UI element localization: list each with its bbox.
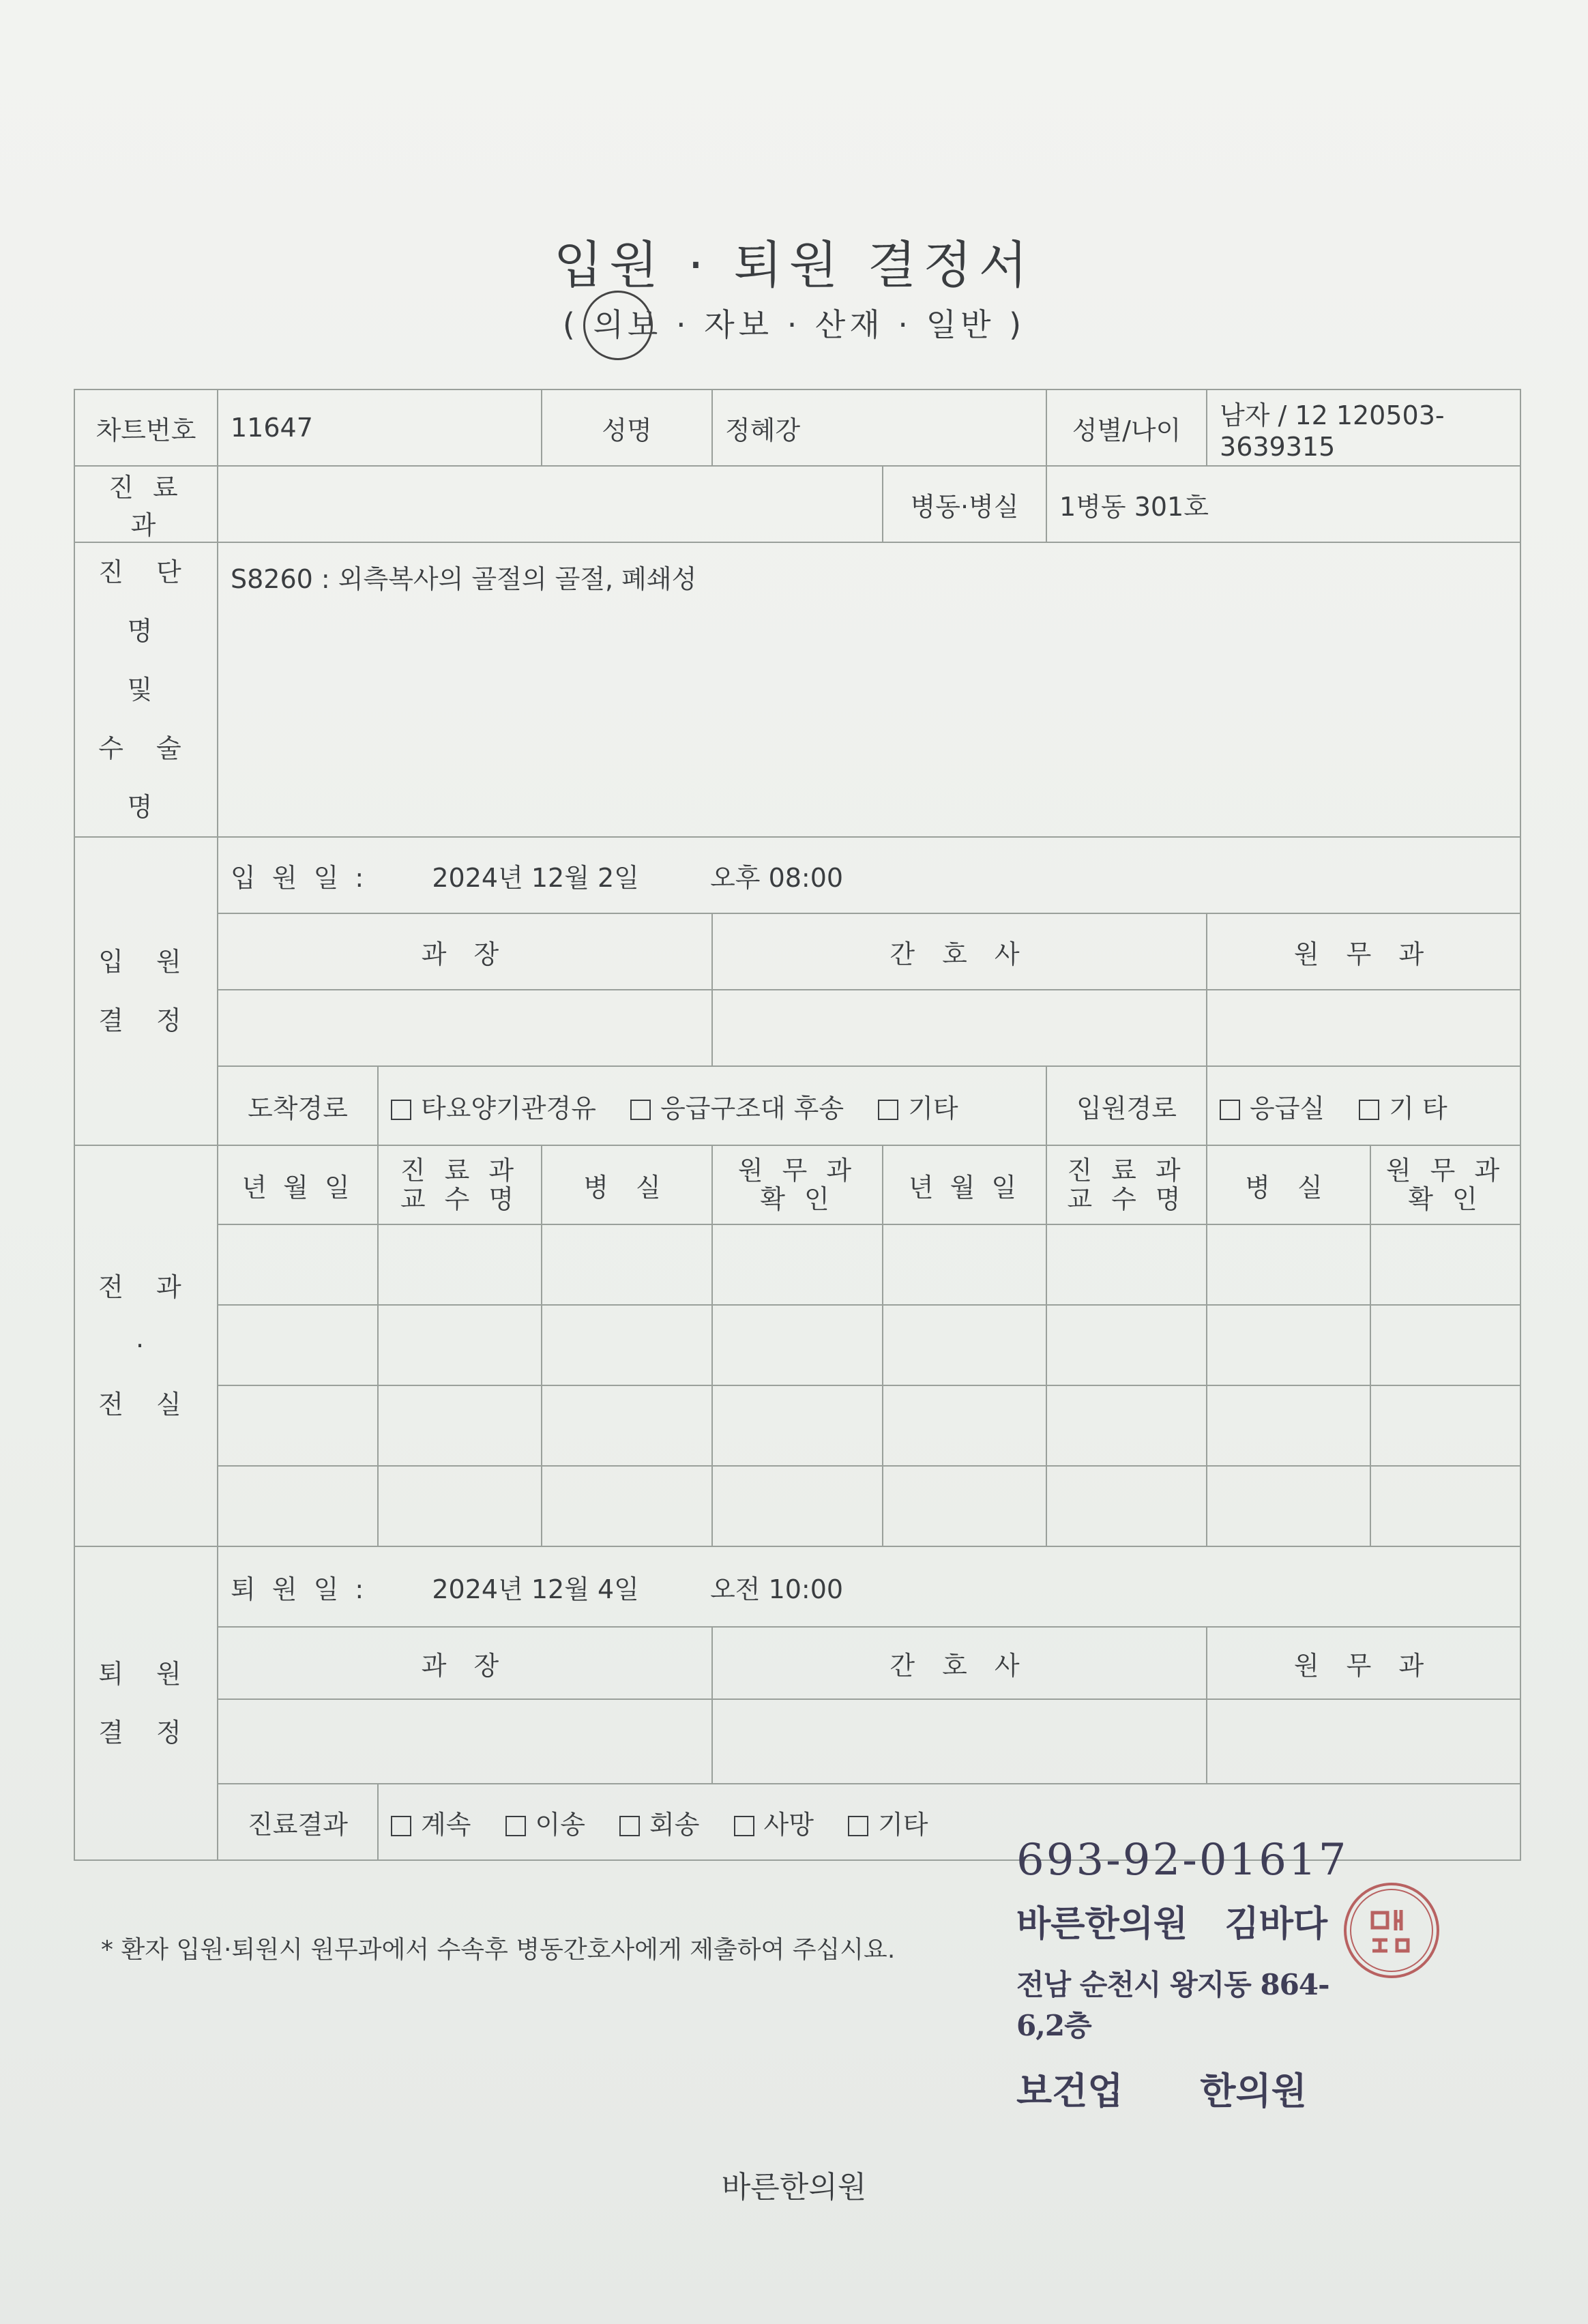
selection-circle-mark xyxy=(583,291,653,360)
admission-date: 2024년 12월 2일 xyxy=(432,862,639,893)
transfer-header-office-b xyxy=(1370,1145,1520,1224)
diagnosis-label xyxy=(74,542,218,837)
transfer-header-room-b: 병 실 xyxy=(1207,1145,1370,1224)
transfer-cell[interactable] xyxy=(218,1385,378,1466)
insurance-type-line xyxy=(0,300,1588,345)
admission-decision-label xyxy=(74,837,218,1145)
discharge-sign-office-header: 원 무 과 xyxy=(1207,1627,1520,1699)
name-value: 정혜강 xyxy=(712,389,1046,466)
discharge-date: 2024년 12월 4일 xyxy=(432,1574,639,1604)
stamp-registration-number: 693-92-01617 xyxy=(1016,1835,1349,1885)
department-label: 진 료 과 xyxy=(74,466,218,542)
arrival-route-label: 도착경로 xyxy=(218,1066,378,1145)
diagnosis-label-line3: 수 술 명 xyxy=(98,733,194,822)
header-line: 확 인 xyxy=(1408,1184,1483,1214)
transfer-cell[interactable] xyxy=(1207,1305,1370,1385)
diagnosis-label-line1: 진 단 명 xyxy=(98,557,194,646)
stamp-business-type: 보건업 한의원 xyxy=(1016,2069,1307,2113)
transfer-cell[interactable] xyxy=(542,1385,712,1466)
result-option-label: 계속 xyxy=(421,1809,471,1840)
transfer-cell[interactable] xyxy=(542,1305,712,1385)
result-option-other[interactable] xyxy=(848,1810,928,1840)
arrival-option-label: 응급구조대 후송 xyxy=(660,1093,844,1123)
treatment-result-label: 진료결과 xyxy=(218,1784,378,1860)
discharge-label-line1: 퇴 원 xyxy=(98,1659,194,1689)
transfer-cell[interactable] xyxy=(218,1224,378,1305)
result-option-return[interactable] xyxy=(619,1810,699,1840)
transfer-header-dept-a xyxy=(378,1145,542,1224)
checkbox-icon[interactable] xyxy=(878,1100,898,1120)
diagnosis-label-line2: 및 xyxy=(127,675,165,705)
transfer-row xyxy=(74,1224,1520,1305)
transfer-row xyxy=(74,1385,1520,1466)
transfer-cell[interactable] xyxy=(1207,1224,1370,1305)
discharge-sign-office-box[interactable] xyxy=(1207,1699,1520,1784)
admission-label-line2: 결 정 xyxy=(98,1005,194,1035)
admission-discharge-form xyxy=(74,389,1521,1861)
discharge-sign-chief-box[interactable] xyxy=(218,1699,712,1784)
transfer-cell[interactable] xyxy=(1207,1385,1370,1466)
transfer-cell[interactable] xyxy=(1207,1466,1370,1546)
transfer-cell[interactable] xyxy=(883,1224,1046,1305)
header-line: 원 무 과 xyxy=(1385,1156,1505,1186)
admission-sign-nurse-box[interactable] xyxy=(712,990,1207,1066)
result-option-continue[interactable] xyxy=(391,1810,471,1840)
transfer-cell[interactable] xyxy=(712,1305,883,1385)
transfer-cell[interactable] xyxy=(883,1305,1046,1385)
header-line: 진 료 과 xyxy=(400,1156,520,1186)
transfer-header-office-a xyxy=(712,1145,883,1224)
header-line: 원 무 과 xyxy=(737,1156,857,1186)
arrival-option-transfer[interactable] xyxy=(391,1093,596,1123)
transfer-cell[interactable] xyxy=(378,1305,542,1385)
arrival-option-other[interactable] xyxy=(878,1093,958,1123)
chart-number-value: 11647 xyxy=(218,389,542,466)
checkbox-icon[interactable] xyxy=(505,1816,526,1836)
transfer-cell[interactable] xyxy=(1046,1466,1207,1546)
diagnosis-value: S8260 : 외측복사의 골절의 골절, 폐쇄성 xyxy=(218,542,1520,837)
transfer-header-dept-b xyxy=(1046,1145,1207,1224)
discharge-label-line2: 결 정 xyxy=(98,1718,194,1748)
arrival-option-label: 기타 xyxy=(908,1093,958,1123)
result-option-label: 회송 xyxy=(649,1809,700,1840)
transfer-label xyxy=(74,1145,218,1546)
transfer-cell[interactable] xyxy=(542,1224,712,1305)
transfer-cell[interactable] xyxy=(712,1385,883,1466)
stamp-address: 전남 순천시 왕지동 864-6,2층 xyxy=(1016,1968,1329,2042)
seal-graphic xyxy=(1347,1885,1437,1975)
transfer-cell[interactable] xyxy=(1046,1305,1207,1385)
transfer-cell[interactable] xyxy=(712,1466,883,1546)
chart-number-label: 차트번호 xyxy=(74,389,218,466)
admission-time: 오후 08:00 xyxy=(710,862,844,893)
document-title: 입원 · 퇴원 결정서 xyxy=(553,236,1035,295)
transfer-label-line2: · xyxy=(135,1331,157,1361)
checkbox-icon[interactable] xyxy=(391,1100,411,1120)
admission-sign-chief-box[interactable] xyxy=(218,990,712,1066)
transfer-header-room-a: 병 실 xyxy=(542,1145,712,1224)
transfer-cell[interactable] xyxy=(378,1224,542,1305)
transfer-cell[interactable] xyxy=(542,1466,712,1546)
arrival-option-ambulance[interactable] xyxy=(630,1093,844,1123)
result-option-transfer[interactable] xyxy=(505,1810,585,1840)
transfer-cell[interactable] xyxy=(378,1385,542,1466)
route-option-emergency[interactable] xyxy=(1220,1093,1325,1123)
admission-date-label: 입 원 일 : xyxy=(231,862,368,893)
sex-age-value: 남자 / 12 120503-3639315 xyxy=(1207,389,1520,466)
admission-label-line1: 입 원 xyxy=(98,947,194,977)
transfer-cell[interactable] xyxy=(1370,1305,1520,1385)
result-option-label: 기타 xyxy=(878,1809,928,1840)
header-line: 교 수 명 xyxy=(400,1184,520,1214)
result-option-label: 사망 xyxy=(763,1809,814,1840)
transfer-row xyxy=(74,1305,1520,1385)
route-option-label: 기 타 xyxy=(1389,1093,1447,1123)
transfer-cell[interactable] xyxy=(712,1224,883,1305)
checkbox-icon[interactable] xyxy=(1359,1100,1379,1120)
admission-sign-chief-header: 과 장 xyxy=(218,913,712,990)
other-insurance-types: · 자보 · 산재 · 일반 ) xyxy=(675,306,1026,343)
selected-insurance-label: 의보 xyxy=(593,306,662,343)
subtitle-open-paren: ( xyxy=(562,306,579,343)
checkbox-icon[interactable] xyxy=(848,1816,868,1836)
submission-note: * 환자 입원·퇴원시 원무과에서 수속후 병동간호사에게 제출하여 주십시요. xyxy=(101,1936,896,1964)
transfer-cell[interactable] xyxy=(1046,1385,1207,1466)
header-line: 진 료 과 xyxy=(1067,1156,1186,1186)
checkbox-icon[interactable] xyxy=(734,1816,754,1836)
ward-value: 1병동 301호 xyxy=(1046,466,1520,542)
header-line: 교 수 명 xyxy=(1067,1184,1186,1214)
admission-date-row xyxy=(218,837,1520,913)
admission-sign-office-header: 원 무 과 xyxy=(1207,913,1520,990)
red-seal-icon xyxy=(1344,1883,1439,1978)
admission-sign-nurse-header: 간 호 사 xyxy=(712,913,1207,990)
discharge-date-row xyxy=(218,1546,1520,1627)
arrival-route-options xyxy=(378,1066,1046,1145)
result-option-label: 이송 xyxy=(535,1809,585,1840)
transfer-cell[interactable] xyxy=(1370,1224,1520,1305)
arrival-option-label: 타요양기관경유 xyxy=(421,1093,596,1123)
footer-clinic-name: 바른한의원 xyxy=(721,2170,867,2205)
checkbox-icon[interactable] xyxy=(391,1816,411,1836)
checkbox-icon[interactable] xyxy=(630,1100,651,1120)
checkbox-icon[interactable] xyxy=(1220,1100,1240,1120)
discharge-time: 오전 10:00 xyxy=(710,1574,844,1604)
clinic-stamp xyxy=(1016,1835,1357,2115)
transfer-header-date-a: 년 월 일 xyxy=(218,1145,378,1224)
transfer-cell[interactable] xyxy=(218,1305,378,1385)
transfer-row xyxy=(74,1466,1520,1546)
transfer-cell[interactable] xyxy=(1370,1385,1520,1466)
transfer-cell[interactable] xyxy=(883,1385,1046,1466)
discharge-sign-nurse-box[interactable] xyxy=(712,1699,1207,1784)
transfer-cell[interactable] xyxy=(883,1466,1046,1546)
transfer-label-line1: 전 과 xyxy=(98,1272,194,1302)
stamp-clinic-name: 바른한의원 김바다 xyxy=(1016,1903,1328,1945)
checkbox-icon[interactable] xyxy=(619,1816,640,1836)
discharge-sign-nurse-header: 간 호 사 xyxy=(712,1627,1207,1699)
transfer-cell[interactable] xyxy=(1046,1224,1207,1305)
ward-label: 병동·병실 xyxy=(883,466,1046,542)
discharge-decision-label xyxy=(74,1546,218,1860)
selected-insurance-type xyxy=(593,300,662,345)
admission-route-label: 입원경로 xyxy=(1046,1066,1207,1145)
transfer-label-line3: 전 실 xyxy=(98,1389,194,1420)
discharge-date-label: 퇴 원 일 : xyxy=(231,1574,368,1604)
transfer-cell[interactable] xyxy=(1370,1466,1520,1546)
route-option-label: 응급실 xyxy=(1250,1093,1325,1123)
transfer-cell[interactable] xyxy=(218,1466,378,1546)
admission-sign-office-box[interactable] xyxy=(1207,990,1520,1066)
department-value xyxy=(218,466,883,542)
header-line: 확 인 xyxy=(760,1184,835,1214)
transfer-cell[interactable] xyxy=(378,1466,542,1546)
sex-age-label: 성별/나이 xyxy=(1046,389,1207,466)
transfer-header-date-b: 년 월 일 xyxy=(883,1145,1046,1224)
discharge-sign-chief-header: 과 장 xyxy=(218,1627,712,1699)
result-option-death[interactable] xyxy=(734,1810,814,1840)
admission-route-options xyxy=(1207,1066,1520,1145)
name-label: 성명 xyxy=(542,389,712,466)
route-option-other[interactable] xyxy=(1359,1093,1447,1123)
